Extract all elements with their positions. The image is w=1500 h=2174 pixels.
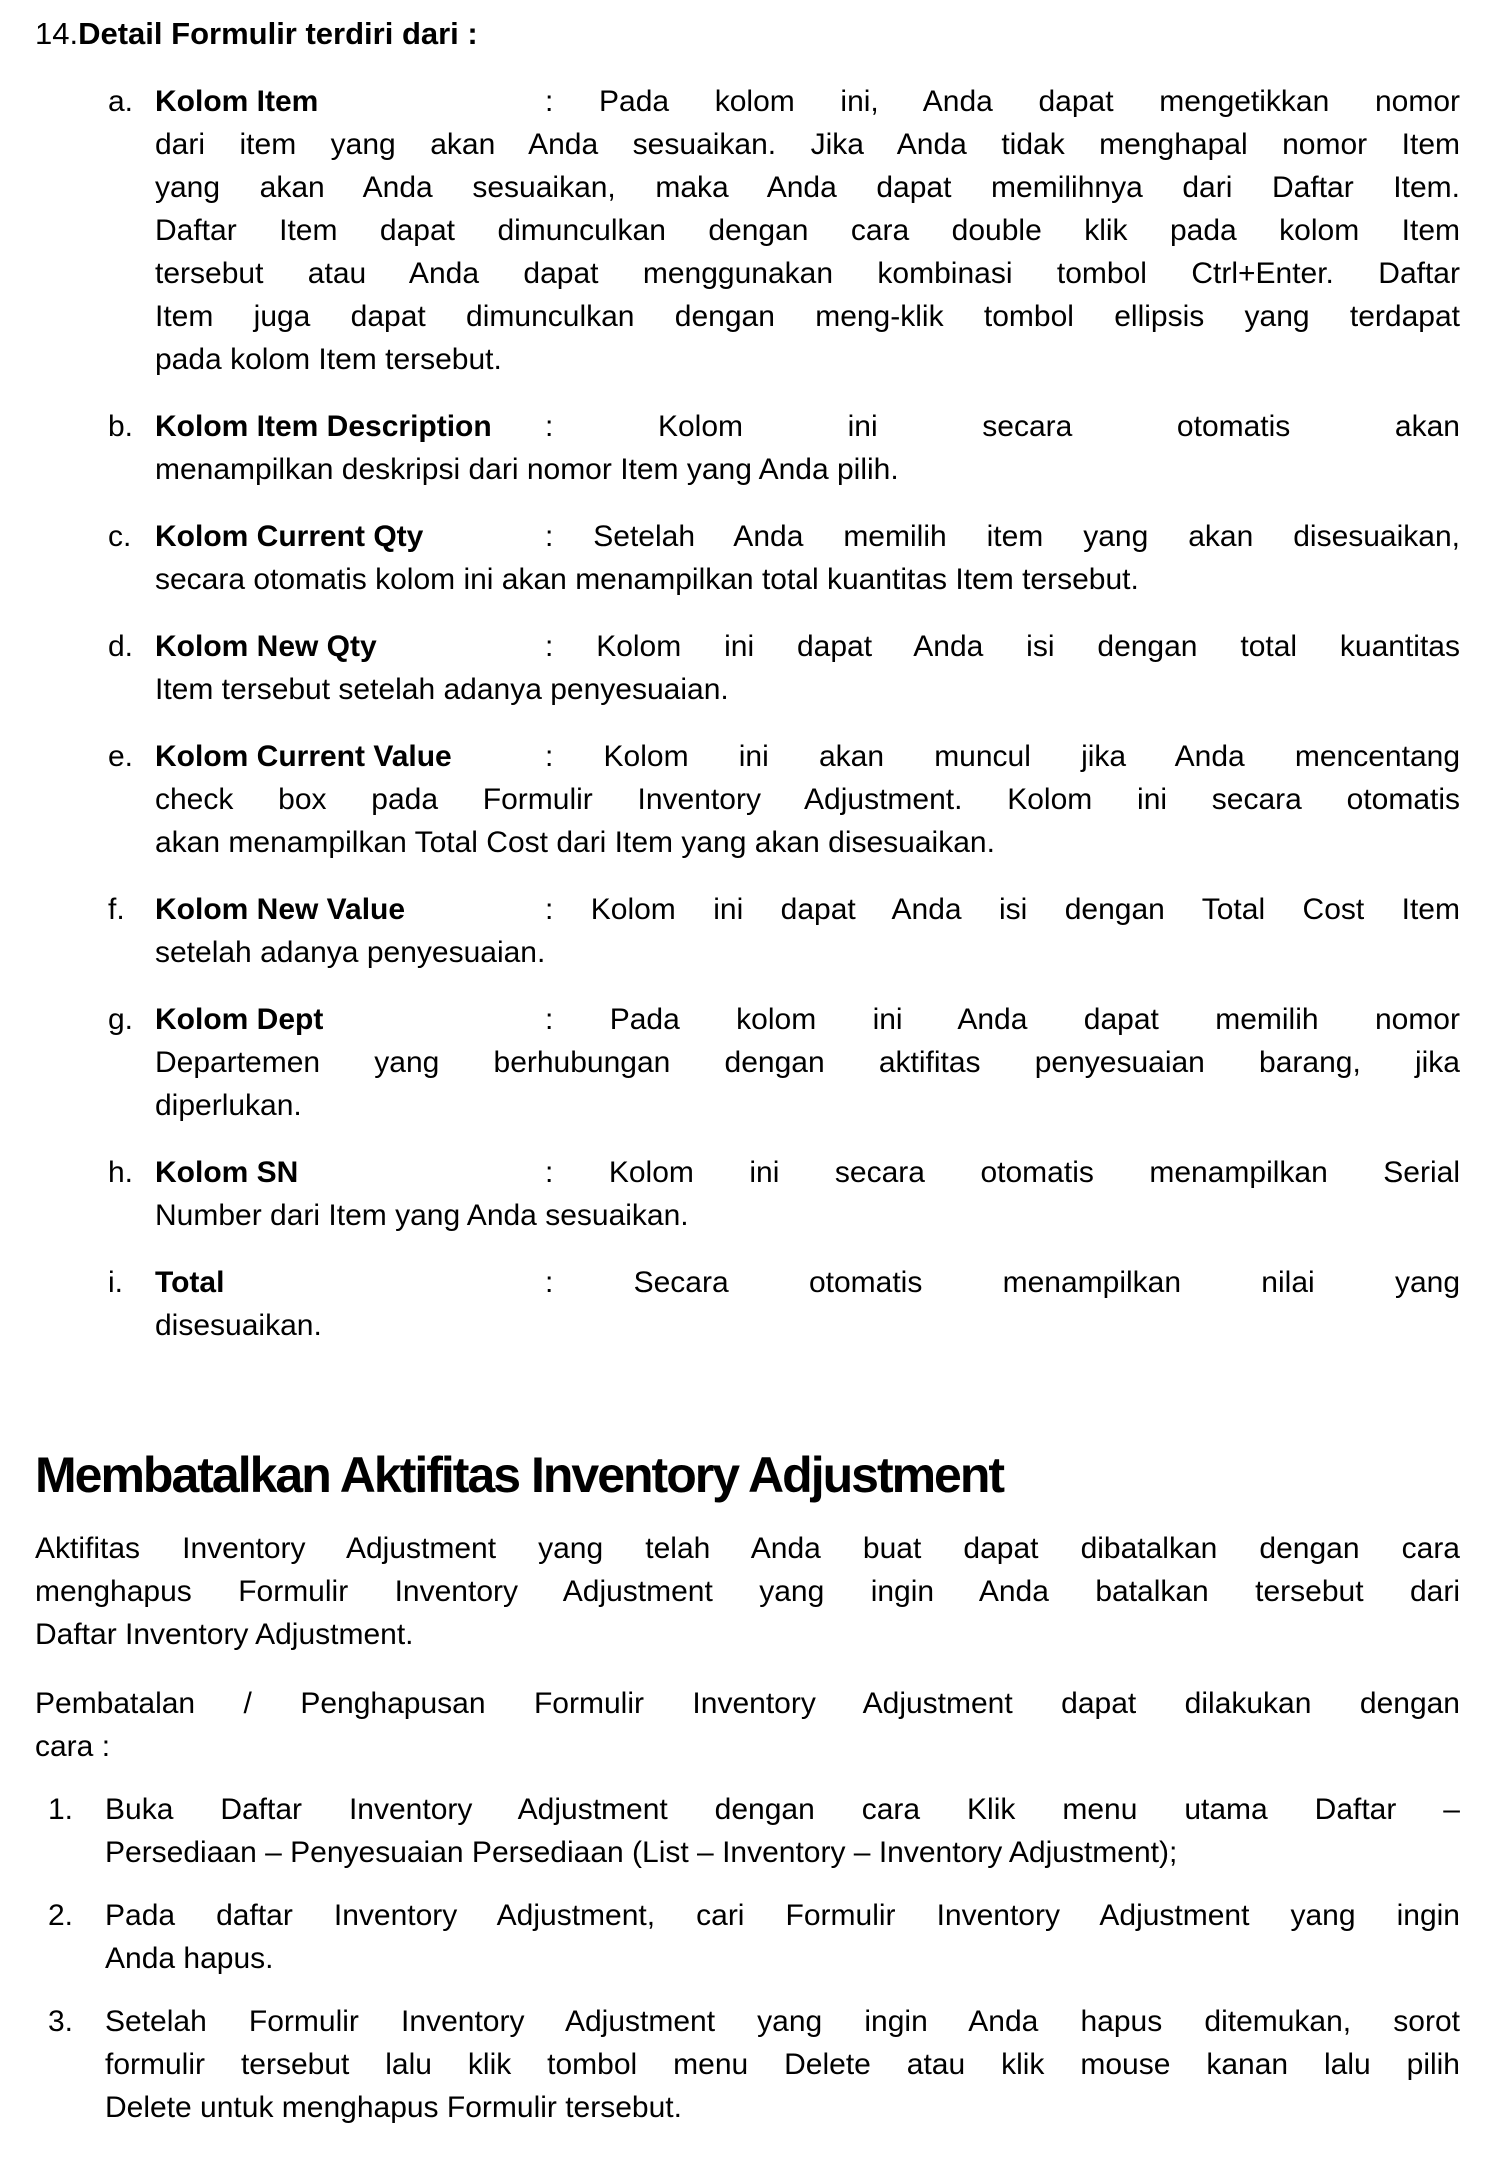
item-first-line <box>108 80 1460 123</box>
step-last-line: Anda hapus. <box>105 1942 274 1975</box>
item-first-line <box>108 735 1460 778</box>
detail-item-b <box>108 405 1460 491</box>
item-first-line <box>108 998 1460 1041</box>
item-marker: c. <box>108 520 132 553</box>
numbered-heading-14 <box>35 12 1460 55</box>
paragraph-last-line: Daftar Inventory Adjustment. <box>35 1618 414 1651</box>
detail-item-f <box>108 888 1460 974</box>
item-desc-start: : Kolom ini dapat Anda isi dengan total kuantitas <box>545 630 1460 663</box>
item-first-line <box>108 515 1460 558</box>
item-desc-start: : Setelah Anda memilih item yang akan disesuaikan, <box>545 520 1460 553</box>
step-first-line <box>48 2000 1460 2043</box>
item-first-line <box>108 405 1460 448</box>
detail-item-d <box>108 625 1460 711</box>
cancel-steps-list <box>48 1788 1460 2129</box>
item-first-line <box>108 888 1460 931</box>
step-1 <box>48 1788 1460 1874</box>
step-first-line <box>48 1894 1460 1937</box>
item-label: Kolom Item Description <box>155 410 492 443</box>
paragraph-cancel-intro <box>35 1527 1460 1656</box>
step-3 <box>48 2000 1460 2129</box>
item-marker: d. <box>108 630 134 663</box>
item-marker: e. <box>108 740 134 773</box>
item-desc-line: check box pada Formulir Inventory Adjustment. Kolom ini secara otomatis <box>155 783 1460 816</box>
step-last-line: Delete untuk menghapus Formulir tersebut. <box>105 2091 682 2124</box>
section-heading: Membatalkan Aktifitas Inventory Adjustment <box>35 1447 1004 1503</box>
step-last-line: Persediaan – Penyesuaian Persediaan (List – Inventory – Inventory Adjustment); <box>105 1836 1178 1869</box>
item-first-line-text <box>155 405 1460 448</box>
detail-item-c <box>108 515 1460 601</box>
item-desc-last-line: Item tersebut setelah adanya penyesuaian. <box>155 673 729 706</box>
step-marker: 1. <box>48 1793 74 1826</box>
item-desc-line: Item juga dapat dimunculkan dengan meng-klik tombol ellipsis yang terdapat <box>155 300 1460 333</box>
heading-14-title: Detail Formulir terdiri dari : <box>78 16 478 51</box>
item-desc-start: : Pada kolom ini Anda dapat memilih nomor <box>545 1003 1460 1036</box>
item-first-line-text <box>155 80 1460 123</box>
step-marker: 2. <box>48 1899 74 1932</box>
detail-item-g <box>108 998 1460 1127</box>
item-desc-last-line: pada kolom Item tersebut. <box>155 343 502 376</box>
paragraph-line: menghapus Formulir Inventory Adjustment yang ingin Anda batalkan tersebut dari <box>35 1575 1460 1608</box>
paragraph-line: Pembatalan / Penghapusan Formulir Inventory Adjustment dapat dilakukan dengan <box>35 1687 1460 1720</box>
item-label: Kolom SN <box>155 1156 299 1189</box>
item-label: Kolom Current Qty <box>155 520 424 553</box>
item-label: Kolom Dept <box>155 1003 324 1036</box>
item-marker: b. <box>108 410 134 443</box>
item-desc-last-line: akan menampilkan Total Cost dari Item yang akan disesuaikan. <box>155 826 995 859</box>
item-marker: f. <box>108 893 125 926</box>
detail-item-e <box>108 735 1460 864</box>
item-first-line-text <box>155 735 1460 778</box>
item-label: Kolom Current Value <box>155 740 452 773</box>
item-marker: i. <box>108 1266 123 1299</box>
item-desc-start: : Kolom ini dapat Anda isi dengan Total Cost Item <box>545 893 1460 926</box>
paragraph-last-line: cara : <box>35 1730 111 1763</box>
item-first-line-text <box>155 998 1460 1041</box>
step-text-line: Pada daftar Inventory Adjustment, cari Formulir Inventory Adjustment yang ingin <box>105 1899 1460 1932</box>
detail-item-h <box>108 1151 1460 1237</box>
item-desc-last-line: Number dari Item yang Anda sesuaikan. <box>155 1199 689 1232</box>
item-first-line-text <box>155 515 1460 558</box>
detail-item-i <box>108 1261 1460 1347</box>
item-first-line-text <box>155 888 1460 931</box>
item-desc-last-line: disesuaikan. <box>155 1309 322 1342</box>
step-marker: 3. <box>48 2005 74 2038</box>
item-desc-last-line: menampilkan deskripsi dari nomor Item yang Anda pilih. <box>155 453 899 486</box>
item-desc-start: : Kolom ini secara otomatis menampilkan Serial <box>545 1156 1460 1189</box>
item-desc-line: Daftar Item dapat dimunculkan dengan cara double klik pada kolom Item <box>155 214 1460 247</box>
heading-14-number: 14. <box>35 16 79 51</box>
item-desc-start: : Kolom ini secara otomatis akan <box>545 410 1460 443</box>
paragraph-cancel-howto <box>35 1682 1460 1768</box>
item-desc-start: : Pada kolom ini, Anda dapat mengetikkan nomor <box>545 85 1460 118</box>
detail-item-a <box>108 80 1460 381</box>
item-desc-last-line: diperlukan. <box>155 1089 302 1122</box>
item-desc-start: : Kolom ini akan muncul jika Anda mencentang <box>545 740 1460 773</box>
item-desc-last-line: secara otomatis kolom ini akan menampilkan total kuantitas Item tersebut. <box>155 563 1139 596</box>
item-label: Total <box>155 1266 225 1299</box>
paragraph-line: Aktifitas Inventory Adjustment yang telah Anda buat dapat dibatalkan dengan cara <box>35 1532 1460 1565</box>
item-desc-line: tersebut atau Anda dapat menggunakan kombinasi tombol Ctrl+Enter. Daftar <box>155 257 1460 290</box>
item-first-line-text <box>155 1151 1460 1194</box>
detail-field-list <box>108 80 1460 1347</box>
step-2 <box>48 1894 1460 1980</box>
item-marker: g. <box>108 1003 134 1036</box>
item-label: Kolom Item <box>155 85 319 118</box>
item-desc-line: yang akan Anda sesuaikan, maka Anda dapat memilihnya dari Daftar Item. <box>155 171 1460 204</box>
item-desc-last-line: setelah adanya penyesuaian. <box>155 936 546 969</box>
item-label: Kolom New Value <box>155 893 406 926</box>
item-desc-line: dari item yang akan Anda sesuaikan. Jika Anda tidak menghapal nomor Item <box>155 128 1460 161</box>
item-first-line <box>108 625 1460 668</box>
item-desc-line: Departemen yang berhubungan dengan aktifitas penyesuaian barang, jika <box>155 1046 1460 1079</box>
item-label: Kolom New Qty <box>155 630 377 663</box>
item-marker: a. <box>108 85 134 118</box>
item-marker: h. <box>108 1156 134 1189</box>
item-first-line-text <box>155 625 1460 668</box>
item-first-line <box>108 1151 1460 1194</box>
item-desc-start: : Secara otomatis menampilkan nilai yang <box>545 1266 1460 1299</box>
step-text-line: formulir tersebut lalu klik tombol menu Delete atau klik mouse kanan lalu pilih <box>105 2048 1460 2081</box>
step-first-line <box>48 1788 1460 1831</box>
step-text-line: Buka Daftar Inventory Adjustment dengan cara Klik menu utama Daftar – <box>105 1793 1460 1826</box>
item-first-line <box>108 1261 1460 1304</box>
step-text-line: Setelah Formulir Inventory Adjustment yang ingin Anda hapus ditemukan, sorot <box>105 2005 1460 2038</box>
item-first-line-text <box>155 1261 1460 1304</box>
